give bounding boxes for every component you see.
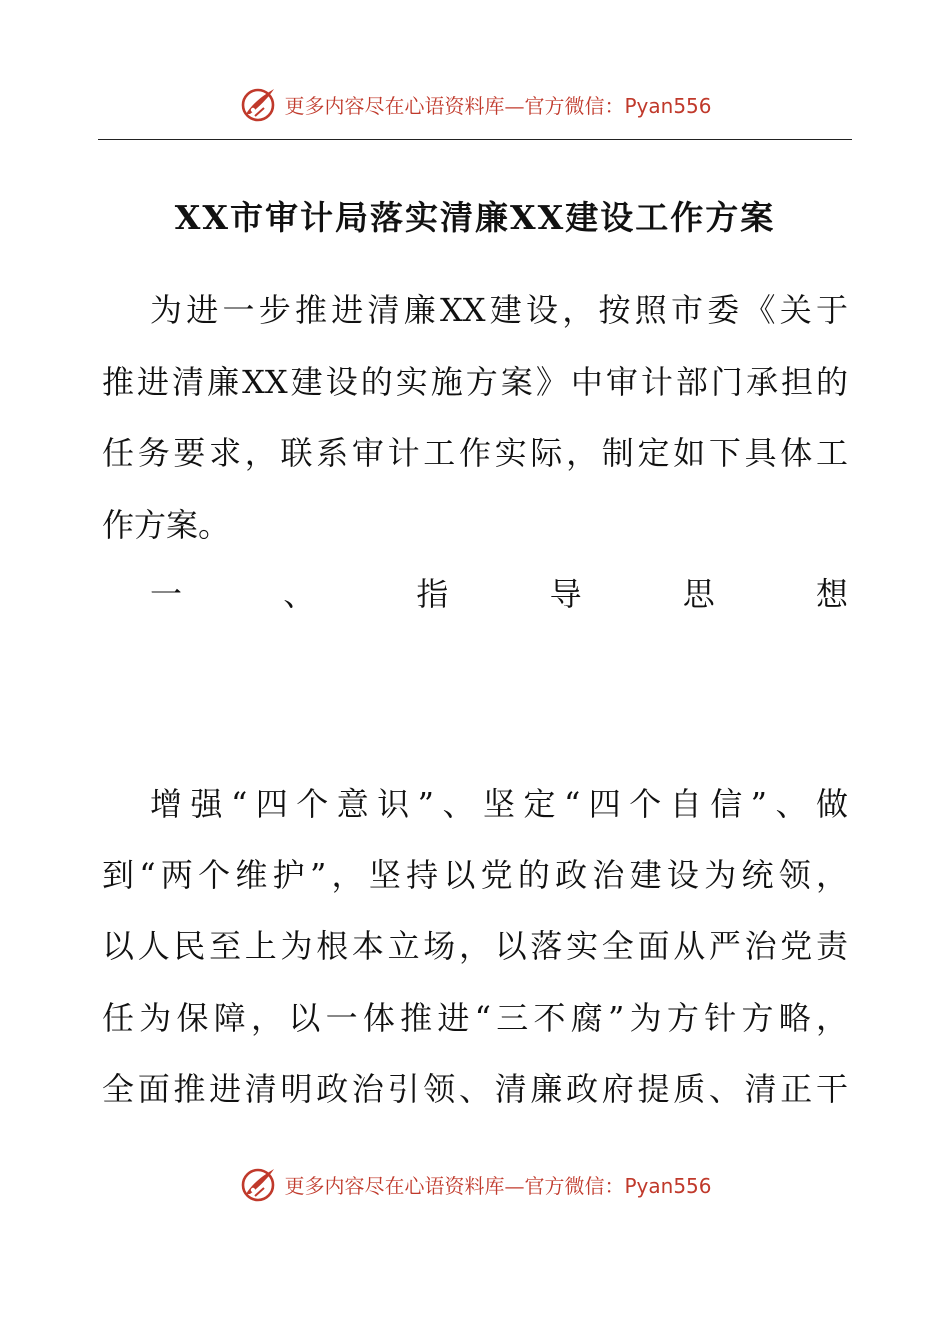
banner-slogan: 更多内容尽在心语资料库—官方微信： xyxy=(284,1173,625,1198)
quill-logo-icon xyxy=(238,1164,278,1204)
paragraph-2-line-5: 全面推进清明政治引领、清廉政府提质、清正干 xyxy=(102,1070,848,1108)
banner-slogan: 更多内容尽在心语资料库—官方微信： xyxy=(284,93,625,118)
quill-logo-icon xyxy=(238,84,278,124)
paragraph-2-line-3: 以人民至上为根本立场，以落实全面从严治党责 xyxy=(102,927,848,965)
paragraph-1-line-1: 为进一步推进清廉XX建设，按照市委《关于 xyxy=(150,291,848,329)
header-banner-text xyxy=(284,90,711,119)
header-rule xyxy=(98,139,852,140)
footer-banner-text xyxy=(284,1170,711,1199)
banner-wechat-id: Pyan556 xyxy=(624,93,712,118)
footer-banner xyxy=(0,1162,950,1206)
paragraph-2-line-2: 到“两个维护”，坚持以党的政治建设为统领， xyxy=(102,856,848,894)
paragraph-1-line-4: 作方案。 xyxy=(102,506,231,544)
paragraph-2-line-4: 任为保障，以一体推进“三不腐”为方针方略， xyxy=(102,999,848,1037)
section-heading-1: 一、指导思想 xyxy=(150,575,848,613)
paragraph-1-line-2: 推进清廉XX建设的实施方案》中审计部门承担的 xyxy=(102,363,848,401)
paragraph-2-line-1: 增强“四个意识”、坚定“四个自信”、做 xyxy=(150,785,848,823)
banner-wechat-id: Pyan556 xyxy=(624,1173,712,1198)
header-banner xyxy=(0,82,950,126)
paragraph-1-line-3: 任务要求，联系审计工作实际，制定如下具体工 xyxy=(102,434,848,472)
document-title: XX市审计局落实清廉XX建设工作方案 xyxy=(174,198,776,237)
